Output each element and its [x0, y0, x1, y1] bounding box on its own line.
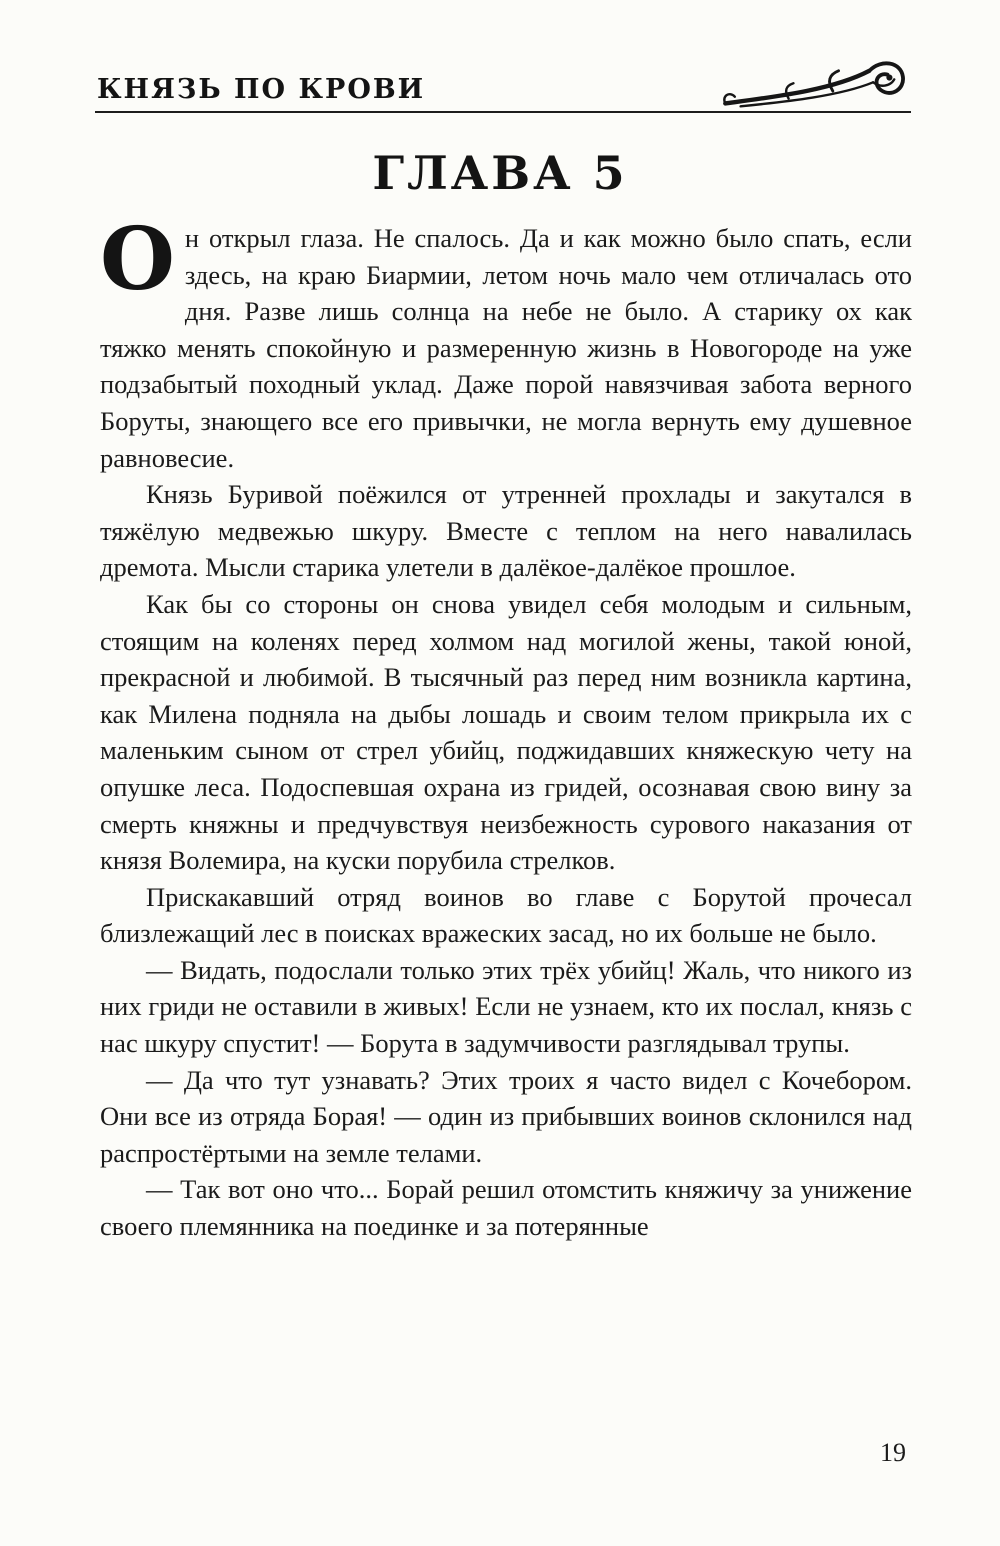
- paragraph: Как бы со стороны он снова увидел себя молодым и сильным, стоящим на коленях перед холмом над могилой жены, такой юной, прекрасной и любимой. В тысячный раз перед ним возникла картина, как Милена подняла на дыбы лошадь и своим телом прикрыла их с маленьким сыном от стрел убийц, поджидавших княжескую чету на опушке леса. Подоспевшая охрана из гридей, осознавая свою вину за смерть княжны и предчувствуя неизбежность сурового наказания от князя Волемира, на куски порубила стрелков.: [100, 588, 912, 876]
- paragraph: — Да что тут узнавать? Этих троих я часто видел с Кочебором. Они все из отряда Борая! — один из прибывших воинов склонился над распростёртыми на земле телами.: [100, 1064, 912, 1168]
- paragraph: — Так вот оно что... Борай решил отомстить княжичу за унижение своего племянника на поединке и за потерянные: [100, 1174, 912, 1242]
- chapter-title: ГЛАВА 5: [372, 146, 628, 200]
- page-number: 19: [880, 1438, 906, 1467]
- body-text: [100, 209, 912, 1245]
- paragraph: Прискакавший отряд воинов во главе с Борутой прочесал близлежащий лес в поисках вражеских засад, но их больше не было.: [100, 881, 912, 949]
- dropcap: О: [100, 209, 175, 310]
- scroll-flourish-icon: [718, 42, 913, 114]
- paragraph: — Видать, подослали только этих трёх убийц! Жаль, что никого из них гриди не оставили в живых! Если не узнаем, кто их послал, князь с нас шкуру спустит! — Борута в задумчивости разглядывал трупы.: [100, 954, 912, 1059]
- paragraph: Князь Буривой поёжился от утренней прохлады и закутался в тяжёлую медвежью шкуру. Вместе с теплом на него навалилась дремота. Мысли старика улетели в далёкое-далёкое прошлое.: [100, 479, 912, 583]
- running-header: КНЯЗЬ ПО КРОВИ: [97, 74, 426, 105]
- paragraph: Он открыл глаза. Не спалось. Да и как можно было спать, если здесь, на краю Биармии, летом ночь мало чем отличалась ото дня. Разве лишь солнца на небе не было. А старику ох как тяжко менять спокойную и размеренную жизнь в Новогороде на уже подзабытый походный уклад. Даже порой навязчивая забота верного Боруты, знающего все его привычки, не могла вернуть ему душевное равновесие.: [100, 209, 912, 473]
